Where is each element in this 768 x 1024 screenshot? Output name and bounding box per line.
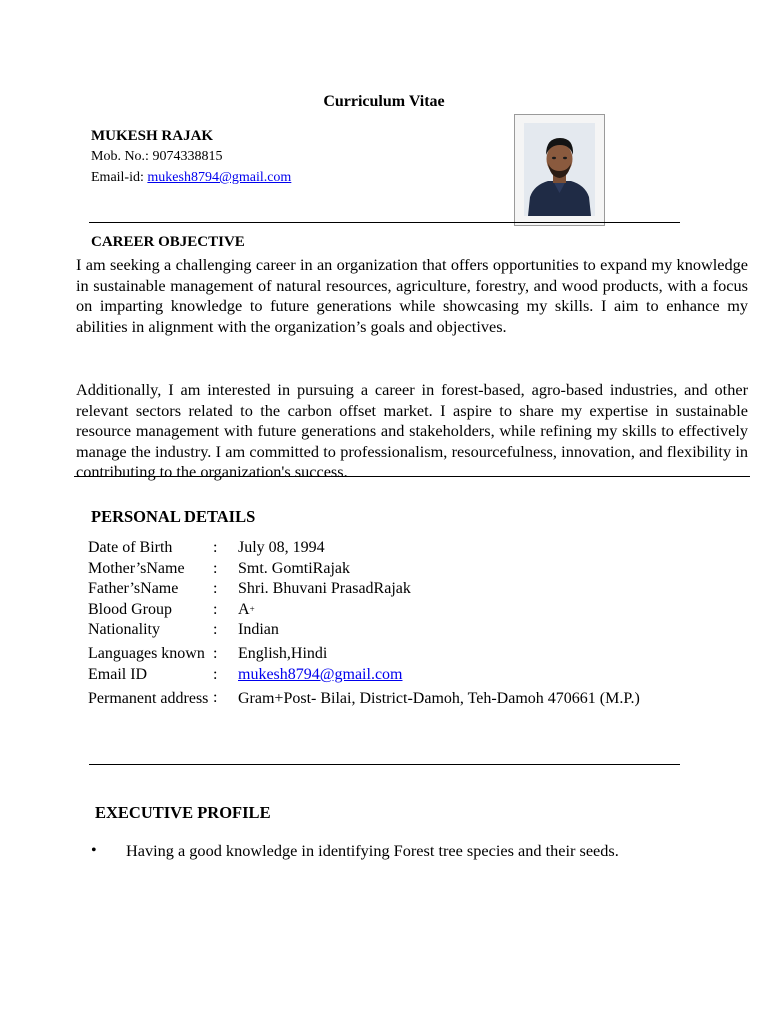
divider-middle [74,476,750,477]
detail-value: English,Hindi [238,644,328,662]
detail-separator: : [213,621,218,638]
blood-group-value: A [238,600,250,618]
table-row [88,559,658,580]
detail-value [237,600,658,621]
detail-label: Date of Birth [88,539,173,556]
divider-top [89,222,680,223]
detail-separator: : [213,666,218,683]
detail-label: Father’sName [88,580,179,597]
document-title: Curriculum Vitae [323,93,445,110]
detail-label: Nationality [88,621,160,638]
personal-details-table [88,538,658,709]
profile-photo-icon [524,123,595,216]
applicant-name: MUKESH RAJAK [91,128,214,144]
table-row [88,620,658,641]
detail-value [237,664,658,686]
career-objective-heading: CAREER OBJECTIVE [91,234,245,250]
detail-label: Languages known [88,644,205,662]
email-link[interactable]: mukesh8794@gmail.com [147,170,292,185]
bullet-icon: • [91,842,97,859]
table-row [88,538,658,559]
career-objective-paragraph-1: I am seeking a challenging career in an organization that offers opportunities to expand my knowledge in sustainable management of natural resources, agriculture, forestry, and wood products, with a focus on imparting knowledge to future generations while showcasing my skills. I aim to enhance my abilities in alignment with the organization’s goals and objectives. [76,255,748,336]
detail-separator: : [213,600,218,618]
detail-value: Smt. GomtiRajak [238,559,350,577]
personal-email-link[interactable]: mukesh8794@gmail.com [238,666,403,683]
detail-value: Indian [238,621,279,638]
mobile-number: Mob. No.: 9074338815 [91,149,223,164]
table-row [88,686,658,709]
detail-separator: : [213,559,218,577]
detail-label: Email ID [88,666,148,683]
email-line [91,170,291,186]
divider-bottom [89,764,680,765]
detail-label: Permanent address [88,689,209,707]
table-row [88,579,658,600]
profile-photo [514,114,605,226]
detail-separator: : [213,688,218,706]
table-row [88,641,658,665]
detail-value: Gram+Post- Bilai, District-Damoh, Teh-Damoh 470661 (M.P.) [238,689,640,707]
detail-separator: : [213,539,218,556]
personal-details-heading: PERSONAL DETAILS [91,507,256,526]
career-objective-paragraph-2: Additionally, I am interested in pursuing a career in forest-based, agro-based industries, and other relevant sectors related to the carbon offset market. I aspire to share my expertise in sustainable resource management with future generations and stakeholders, while refining my skills to effectively manage the industry. I am committed to professionalism, resourcefulness, innovation, and flexibility in contributing to the organization's success. [76,380,748,482]
table-row [88,600,658,621]
table-row [88,664,658,686]
detail-value: Shri. Bhuvani PrasadRajak [238,580,411,597]
detail-label: Mother’sName [88,559,185,577]
list-item: Having a good knowledge in identifying Forest tree species and their seeds. [126,841,619,860]
email-label: Email-id: [91,170,148,185]
detail-separator: : [213,580,218,597]
blood-group-sign: + [249,603,255,614]
detail-value: July 08, 1994 [238,539,325,556]
detail-label: Blood Group [88,600,172,618]
executive-profile-heading: EXECUTIVE PROFILE [95,803,271,822]
detail-separator: : [213,644,218,662]
